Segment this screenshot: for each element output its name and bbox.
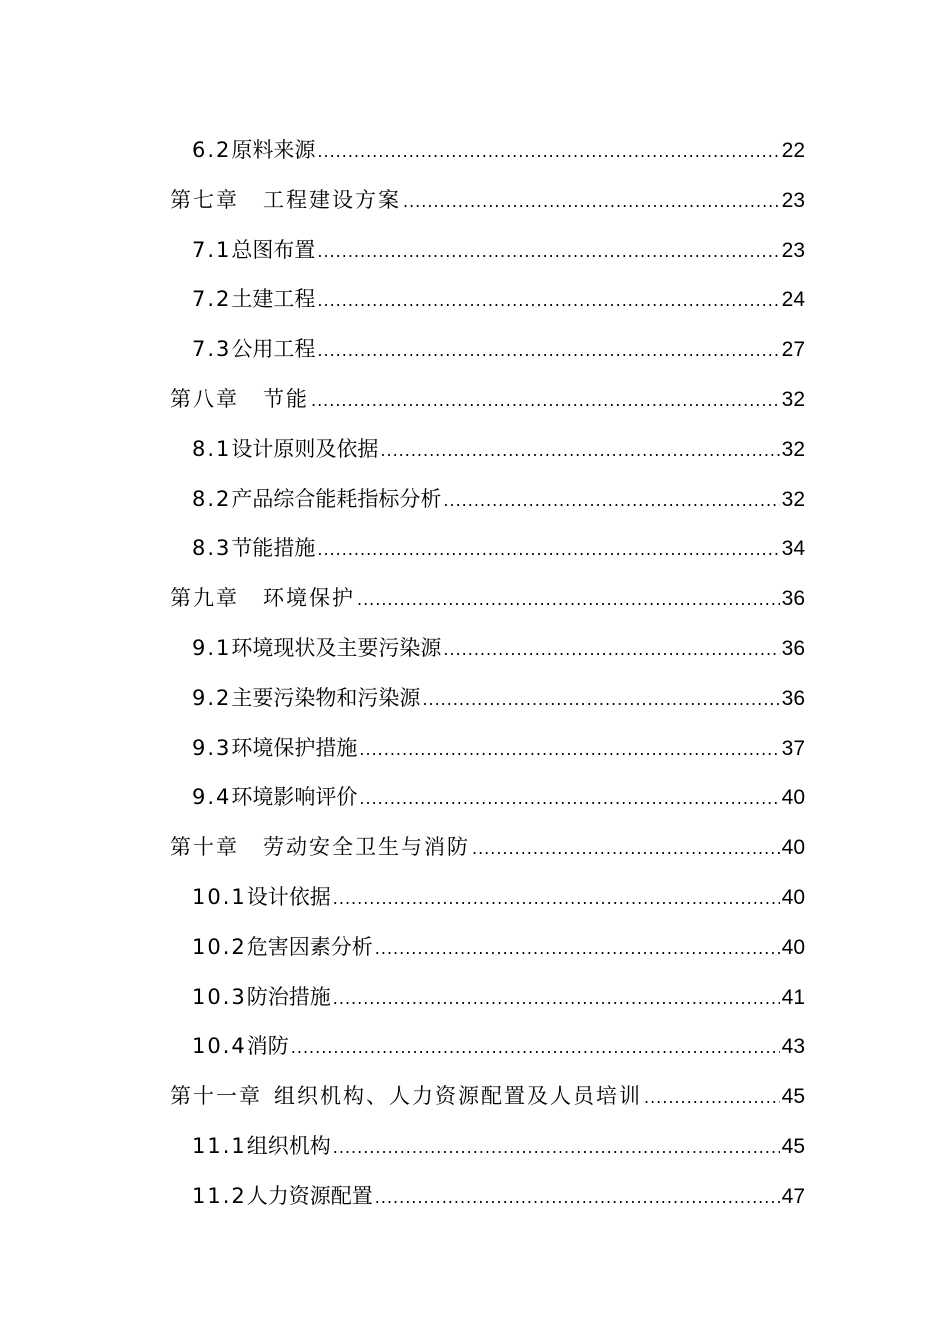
table-of-contents	[170, 126, 805, 1222]
toc-entry-title: 环境保护措施	[231, 735, 358, 760]
toc-entry-number: 10.4	[192, 1034, 247, 1059]
toc-dot-leader	[317, 525, 779, 575]
toc-entry-number: 10.2	[192, 934, 247, 959]
toc-entry-number: 第九章	[170, 586, 239, 611]
toc-dot-leader	[380, 426, 779, 476]
toc-entry[interactable]	[170, 823, 805, 873]
toc-dot-leader	[317, 326, 779, 376]
toc-entry-number: 7.3	[192, 337, 232, 362]
toc-entry[interactable]	[170, 873, 805, 923]
toc-entry-number: 11.2	[192, 1183, 247, 1208]
toc-dot-leader	[333, 974, 780, 1024]
toc-dot-leader	[422, 675, 779, 725]
toc-dot-leader	[359, 725, 779, 775]
toc-entry[interactable]	[170, 126, 805, 176]
toc-entry[interactable]	[170, 176, 805, 226]
toc-dot-leader	[357, 575, 780, 625]
toc-entry[interactable]	[170, 226, 805, 276]
toc-entry-title: 环境现状及主要污染源	[231, 635, 442, 660]
toc-entry-page: 32	[781, 387, 805, 411]
toc-entry-title: 设计依据	[246, 884, 331, 909]
toc-entry-number: 9.3	[192, 735, 232, 760]
toc-entry-title: 环境影响评价	[231, 785, 358, 810]
toc-dot-leader	[403, 177, 780, 227]
toc-dot-leader	[359, 774, 779, 824]
toc-entry-number: 9.2	[192, 685, 232, 710]
toc-entry-page: 36	[781, 636, 805, 660]
toc-entry[interactable]	[170, 475, 805, 525]
toc-dot-leader	[291, 1023, 780, 1073]
toc-entry[interactable]	[170, 624, 805, 674]
toc-entry-number: 第七章	[170, 187, 239, 212]
toc-entry[interactable]	[170, 1072, 805, 1122]
toc-entry-page: 45	[781, 1134, 805, 1158]
toc-entry[interactable]	[170, 524, 805, 574]
toc-entry-title: 总图布置	[231, 237, 316, 262]
toc-entry-title: 工程建设方案	[263, 187, 401, 212]
toc-entry-page: 27	[781, 338, 805, 362]
toc-entry-number: 11.1	[192, 1133, 247, 1158]
toc-entry-page: 32	[781, 487, 805, 511]
toc-dot-leader	[443, 476, 779, 526]
toc-entry[interactable]	[170, 674, 805, 724]
toc-entry-number: 10.1	[192, 884, 247, 909]
toc-dot-leader	[311, 376, 780, 426]
toc-entry-page: 43	[781, 1035, 805, 1059]
toc-entry-title: 产品综合能耗指标分析	[231, 486, 442, 511]
toc-entry-page: 45	[781, 1085, 805, 1109]
toc-entry[interactable]	[170, 773, 805, 823]
toc-entry-number: 8.1	[192, 436, 232, 461]
toc-entry-title: 组织机构、人力资源配置及人员培训	[274, 1084, 642, 1109]
toc-entry-page: 40	[781, 935, 805, 959]
toc-entry-page: 32	[781, 437, 805, 461]
toc-dot-leader	[333, 874, 780, 924]
toc-entry-number: 6.2	[192, 138, 232, 162]
toc-entry-number: 第八章	[170, 386, 239, 411]
toc-entry-title: 节能	[263, 386, 309, 411]
toc-dot-leader	[317, 276, 779, 326]
toc-entry-number: 7.2	[192, 287, 232, 312]
toc-entry-title: 人力资源配置	[246, 1183, 373, 1208]
toc-entry-page: 40	[781, 836, 805, 860]
toc-entry-page: 36	[781, 686, 805, 710]
toc-entry-title: 组织机构	[246, 1133, 331, 1158]
toc-entry-number: 7.1	[192, 237, 232, 262]
toc-entry-title: 防治措施	[246, 984, 331, 1009]
toc-entry-title: 原料来源	[231, 138, 316, 162]
toc-dot-leader	[644, 1073, 780, 1123]
toc-entry-number: 8.2	[192, 486, 232, 511]
toc-entry-page: 36	[781, 587, 805, 611]
toc-entry[interactable]	[170, 325, 805, 375]
toc-dot-leader	[375, 924, 780, 974]
toc-entry[interactable]	[170, 1022, 805, 1072]
toc-entry-page: 40	[781, 786, 805, 810]
toc-entry[interactable]	[170, 973, 805, 1023]
toc-entry-title: 劳动安全卫生与消防	[263, 835, 470, 860]
toc-entry[interactable]	[170, 1172, 805, 1222]
toc-entry[interactable]	[170, 275, 805, 325]
toc-entry-title: 公用工程	[231, 337, 316, 362]
toc-entry-title: 设计原则及依据	[231, 436, 379, 461]
toc-dot-leader	[375, 1173, 780, 1223]
toc-entry[interactable]	[170, 425, 805, 475]
toc-entry-title: 环境保护	[263, 586, 355, 611]
toc-entry-number: 8.3	[192, 536, 232, 561]
toc-entry-page: 37	[781, 736, 805, 760]
toc-entry-page: 23	[781, 238, 805, 262]
toc-entry-number: 第十一章	[170, 1084, 262, 1109]
toc-dot-leader	[333, 1123, 780, 1173]
toc-entry[interactable]	[170, 574, 805, 624]
toc-entry-number: 第十章	[170, 835, 239, 860]
toc-dot-leader	[472, 824, 780, 874]
toc-entry[interactable]	[170, 724, 805, 774]
toc-entry[interactable]	[170, 375, 805, 425]
toc-entry[interactable]	[170, 923, 805, 973]
toc-entry-page: 23	[781, 188, 805, 212]
toc-entry-title: 节能措施	[231, 536, 316, 561]
toc-entry-number: 9.1	[192, 635, 232, 660]
toc-dot-leader	[443, 625, 779, 675]
toc-entry-page: 41	[781, 985, 805, 1009]
toc-entry-title: 主要污染物和污染源	[231, 685, 421, 710]
toc-entry-page: 22	[781, 139, 805, 162]
toc-entry-page: 47	[781, 1184, 805, 1208]
toc-entry-number: 9.4	[192, 785, 232, 810]
toc-entry-page: 40	[781, 885, 805, 909]
toc-entry-title: 危害因素分析	[246, 934, 373, 959]
toc-entry-title: 土建工程	[231, 287, 316, 312]
toc-entry-page: 34	[781, 537, 805, 561]
toc-entry-title: 消防	[246, 1034, 289, 1059]
toc-dot-leader	[317, 227, 779, 277]
toc-entry-page: 24	[781, 288, 805, 312]
toc-entry[interactable]	[170, 1122, 805, 1172]
toc-entry-number: 10.3	[192, 984, 247, 1009]
toc-dot-leader	[317, 127, 779, 177]
